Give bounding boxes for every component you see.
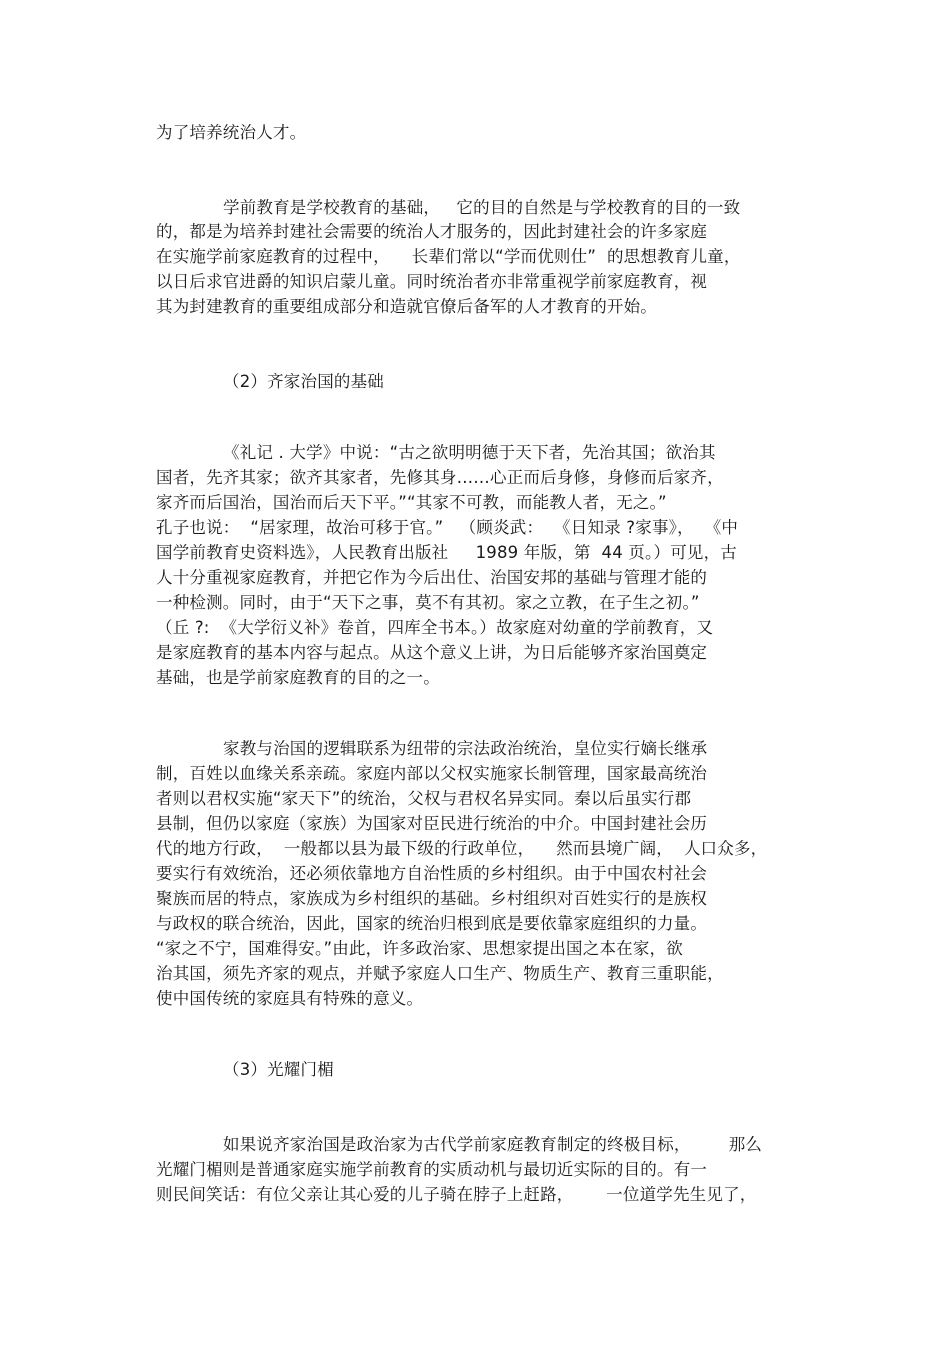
text-line: 则民间笑话：有位父亲让其心爱的儿子骑在脖子上赶路， 一位道学先生见了， [156,1185,757,1204]
text-line: 与政权的联合统治，因此，国家的统治归根到底是要依靠家庭组织的力量。 [156,914,708,933]
text-line: 代的地方行政， 一般都以县为最下级的行政单位， 然而县境广阔， 人口众多， [156,839,768,858]
section-heading: （2）齐家治国的基础 [223,372,384,391]
text-line: 人十分重视家庭教育，并把它作为今后出仕、治国安邦的基础与管理才能的 [156,568,708,587]
text-line: 其为封建教育的重要组成部分和造就官僚后备军的人才教育的开始。 [156,297,657,316]
text-line: 使中国传统的家庭具有特殊的意义。 [156,989,424,1008]
text-line: 《礼记 . 大学》中说：“古之欲明明德于天下者，先治其国；欲治其 [223,443,716,462]
text-line: 在实施学前家庭教育的过程中， 长辈们常以“学而优则仕” 的思想教育儿童， [156,247,741,266]
text-line: 聚族而居的特点，家族成为乡村组织的基础。乡村组织对百姓实行的是族权 [156,889,708,908]
text-line: 孔子也说： “居家理，故治可移于官。” （顾炎武： 《日知录 ?家事》， 《中 [156,518,739,537]
text-line: 制，百姓以血缘关系亲疏。家庭内部以父权实施家长制管理，国家最高统治 [156,764,708,783]
text-line: 的，都是为培养封建社会需要的统治人才服务的，因此封建社会的许多家庭 [156,222,708,241]
text-line: 家齐而后国治，国治而后天下平。”“其家不可教，而能教人者，无之。” [156,493,667,512]
text-line: 国学前教育史资料选》，人民教育出版社 1989 年版，第 44 页。）可见，古 [156,543,737,562]
text-line: 一种检测。同时，由于“天下之事，莫不有其初。家之立教，在子生之初。” [156,593,700,612]
text-line: 要实行有效统治，还必须依靠地方自治性质的乡村组织。由于中国农村社会 [156,864,708,883]
text-line: 基础，也是学前家庭教育的目的之一。 [156,668,440,687]
text-line: 者则以君权实施“家天下”的统治，父权与君权名异实同。秦以后虽实行郡 [156,789,692,808]
text-line: 光耀门楣则是普通家庭实施学前教育的实质动机与最切近实际的目的。有一 [156,1160,708,1179]
text-line: 县制，但仍以家庭（家族）为国家对臣民进行统治的中介。中国封建社会历 [156,814,708,833]
section-heading: （3）光耀门楣 [223,1060,334,1079]
text-line: 如果说齐家治国是政治家为古代学前家庭教育制定的终极目标， 那么 [223,1135,763,1154]
text-line: 为了培养统治人才。 [156,123,307,142]
text-line: 学前教育是学校教育的基础， 它的目的自然是与学校教育的目的一致 [223,198,741,217]
text-line: 是家庭教育的基本内容与起点。从这个意义上讲，为日后能够齐家治国奠定 [156,643,708,662]
text-line: 以日后求官进爵的知识启蒙儿童。同时统治者亦非常重视学前家庭教育，视 [156,272,708,291]
text-line: （丘 ?: 《大学衍义补》卷首，四库全书本。）故家庭对幼童的学前教育，又 [156,618,714,637]
text-line: 家教与治国的逻辑联系为纽带的宗法政治统治，皇位实行嫡长继承 [223,739,708,758]
text-line: “家之不宁，国难得安。”由此，许多政治家、思想家提出国之本在家，欲 [156,939,683,958]
text-line: 国者，先齐其家；欲齐其家者，先修其身……心正而后身修，身修而后家齐， [156,468,724,487]
text-line: 治其国，须先齐家的观点，并赋予家庭人口生产、物质生产、教育三重职能， [156,964,724,983]
